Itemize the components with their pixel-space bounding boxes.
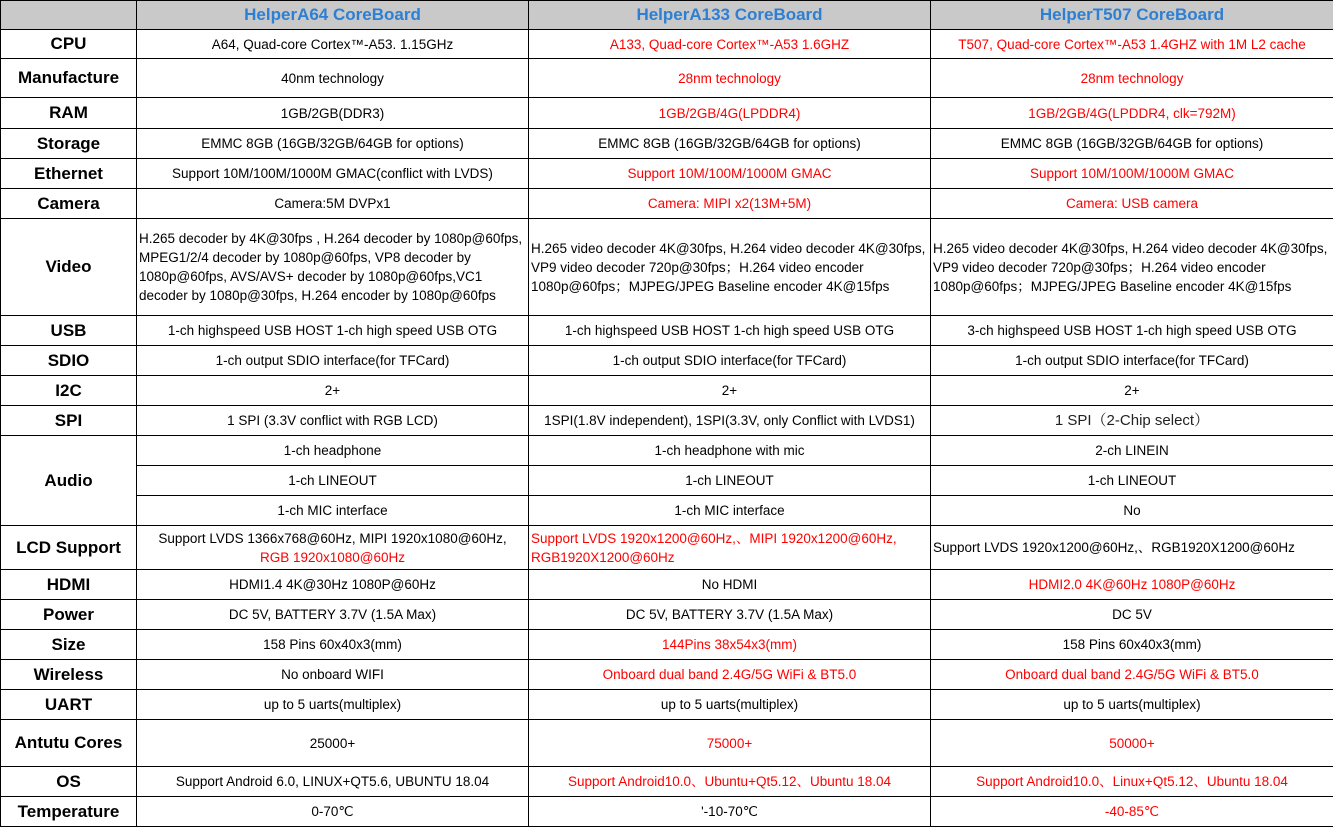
row-spi — [1, 406, 1333, 436]
row-label: Manufacture — [1, 59, 137, 98]
cell-a64: up to 5 uarts(multiplex) — [137, 690, 529, 720]
row-temperature — [1, 797, 1333, 827]
cell-a133: 75000+ — [529, 720, 931, 767]
cell-a133: 1-ch highspeed USB HOST 1-ch high speed USB OTG — [529, 316, 931, 346]
cell-t507: 1-ch output SDIO interface(for TFCard) — [931, 346, 1333, 376]
row-label: Ethernet — [1, 159, 137, 189]
cell-a64: No onboard WIFI — [137, 660, 529, 690]
cell-a64: 1-ch output SDIO interface(for TFCard) — [137, 346, 529, 376]
cell-a64: 1-ch highspeed USB HOST 1-ch high speed USB OTG — [137, 316, 529, 346]
cell-a133: 144Pins 38x54x3(mm) — [529, 630, 931, 660]
lcd-a64-main: Support LVDS 1366x768@60Hz, MIPI 1920x1080@60Hz, — [158, 530, 507, 546]
cell-a64: Camera:5M DVPx1 — [137, 189, 529, 219]
lcd-a64-rgb: RGB 1920x1080@60Hz — [259, 549, 406, 565]
cell-a133: DC 5V, BATTERY 3.7V (1.5A Max) — [529, 600, 931, 630]
cell-a133: 1-ch LINEOUT — [529, 466, 931, 496]
cell-t507: Support Android10.0、Linux+Qt5.12、Ubuntu 18.04 — [931, 767, 1333, 797]
cell-t507: up to 5 uarts(multiplex) — [931, 690, 1333, 720]
row-label: RAM — [1, 98, 137, 129]
row-uart — [1, 690, 1333, 720]
header-a64: HelperA64 CoreBoard — [137, 1, 529, 30]
cell-a64: H.265 decoder by 4K@30fps , H.264 decoder by 1080p@60fps, MPEG1/2/4 decoder by 1080p@60fps, VP8 decoder by 1080p@60fps, AVS/AVS+ decoder by 1080p@60fps,VC1 decoder by 1080p@30fps, H.264 encoder by 1080p@60fps — [137, 219, 529, 316]
cell-a64: Support Android 6.0, LINUX+QT5.6, UBUNTU 18.04 — [137, 767, 529, 797]
row-hdmi — [1, 570, 1333, 600]
cell-a133: '-10-70℃ — [529, 797, 931, 827]
cell-t507: No — [931, 496, 1333, 526]
cell-t507: 1GB/2GB/4G(LPDDR4, clk=792M) — [931, 98, 1333, 129]
cell-a64: 1GB/2GB(DDR3) — [137, 98, 529, 129]
header-a133: HelperA133 CoreBoard — [529, 1, 931, 30]
cell-a133: Camera: MIPI x2(13M+5M) — [529, 189, 931, 219]
cell-a64: 1-ch LINEOUT — [137, 466, 529, 496]
cell-a133: 1-ch headphone with mic — [529, 436, 931, 466]
cell-a64: 0-70℃ — [137, 797, 529, 827]
cell-a133: Onboard dual band 2.4G/5G WiFi & BT5.0 — [529, 660, 931, 690]
row-audio-1 — [1, 436, 1333, 466]
row-storage — [1, 129, 1333, 159]
row-size — [1, 630, 1333, 660]
cell-a133: H.265 video decoder 4K@30fps, H.264 video decoder 4K@30fps, VP9 video decoder 720p@30fps；H.264 video encoder 1080p@60fps；MJPEG/JPEG Baseline encoder 4K@15fps — [529, 219, 931, 316]
cell-t507: Camera: USB camera — [931, 189, 1333, 219]
row-label: Wireless — [1, 660, 137, 690]
header-t507: HelperT507 CoreBoard — [931, 1, 1333, 30]
row-manufacture — [1, 59, 1333, 98]
cell-a133: Support LVDS 1920x1200@60Hz,、MIPI 1920x1200@60Hz, RGB1920X1200@60Hz — [529, 526, 931, 570]
cell-a133: up to 5 uarts(multiplex) — [529, 690, 931, 720]
cell-a64: 40nm technology — [137, 59, 529, 98]
cell-t507: 1 SPI（2-Chip select） — [931, 406, 1333, 436]
cell-t507: HDMI2.0 4K@60Hz 1080P@60Hz — [931, 570, 1333, 600]
row-sdio — [1, 346, 1333, 376]
row-label: SDIO — [1, 346, 137, 376]
row-label: HDMI — [1, 570, 137, 600]
row-ram — [1, 98, 1333, 129]
header-corner — [1, 1, 137, 30]
cell-a133: Support 10M/100M/1000M GMAC — [529, 159, 931, 189]
cell-t507: -40-85℃ — [931, 797, 1333, 827]
row-label: Video — [1, 219, 137, 316]
cell-a64: 1 SPI (3.3V conflict with RGB LCD) — [137, 406, 529, 436]
cell-t507: 158 Pins 60x40x3(mm) — [931, 630, 1333, 660]
row-label: Antutu Cores — [1, 720, 137, 767]
cell-t507: 1-ch LINEOUT — [931, 466, 1333, 496]
row-audio-2 — [1, 466, 1333, 496]
cell-a64: 2+ — [137, 376, 529, 406]
cell-a64 — [137, 526, 529, 570]
cell-t507: 28nm technology — [931, 59, 1333, 98]
row-label: OS — [1, 767, 137, 797]
cell-t507: H.265 video decoder 4K@30fps, H.264 video decoder 4K@30fps, VP9 video decoder 720p@30fps；H.264 video encoder 1080p@60fps；MJPEG/JPEG Baseline encoder 4K@15fps — [931, 219, 1333, 316]
row-label: SPI — [1, 406, 137, 436]
cell-t507: DC 5V — [931, 600, 1333, 630]
cell-t507: EMMC 8GB (16GB/32GB/64GB for options) — [931, 129, 1333, 159]
cell-a64: 1-ch headphone — [137, 436, 529, 466]
row-label: LCD Support — [1, 526, 137, 570]
cell-a64: HDMI1.4 4K@30Hz 1080P@60Hz — [137, 570, 529, 600]
row-label: Temperature — [1, 797, 137, 827]
row-usb — [1, 316, 1333, 346]
row-antutu — [1, 720, 1333, 767]
row-camera — [1, 189, 1333, 219]
cell-a133: A133, Quad-core Cortex™-A53 1.6GHZ — [529, 30, 931, 59]
cell-a64: 25000+ — [137, 720, 529, 767]
row-label: I2C — [1, 376, 137, 406]
row-label: Camera — [1, 189, 137, 219]
cell-a64: EMMC 8GB (16GB/32GB/64GB for options) — [137, 129, 529, 159]
cell-a133: Support Android10.0、Ubuntu+Qt5.12、Ubuntu 18.04 — [529, 767, 931, 797]
cell-a64: A64, Quad-core Cortex™-A53. 1.15GHz — [137, 30, 529, 59]
row-label: Audio — [1, 436, 137, 526]
header-row — [1, 1, 1333, 30]
cell-t507: 2-ch LINEIN — [931, 436, 1333, 466]
cell-t507: 2+ — [931, 376, 1333, 406]
row-label: Size — [1, 630, 137, 660]
row-label: Power — [1, 600, 137, 630]
row-label: USB — [1, 316, 137, 346]
cell-t507: Onboard dual band 2.4G/5G WiFi & BT5.0 — [931, 660, 1333, 690]
cell-t507: 3-ch highspeed USB HOST 1-ch high speed USB OTG — [931, 316, 1333, 346]
cell-a133: EMMC 8GB (16GB/32GB/64GB for options) — [529, 129, 931, 159]
row-lcd — [1, 526, 1333, 570]
row-label: CPU — [1, 30, 137, 59]
row-os — [1, 767, 1333, 797]
cell-t507: Support LVDS 1920x1200@60Hz,、RGB1920X1200@60Hz — [931, 526, 1333, 570]
cell-a133: 1-ch output SDIO interface(for TFCard) — [529, 346, 931, 376]
row-i2c — [1, 376, 1333, 406]
row-video — [1, 219, 1333, 316]
row-label: UART — [1, 690, 137, 720]
row-wireless — [1, 660, 1333, 690]
row-power — [1, 600, 1333, 630]
cell-t507: Support 10M/100M/1000M GMAC — [931, 159, 1333, 189]
cell-t507: 50000+ — [931, 720, 1333, 767]
cell-a133: 2+ — [529, 376, 931, 406]
cell-a64: DC 5V, BATTERY 3.7V (1.5A Max) — [137, 600, 529, 630]
cell-a64: 1-ch MIC interface — [137, 496, 529, 526]
cell-t507: T507, Quad-core Cortex™-A53 1.4GHZ with 1M L2 cache — [931, 30, 1333, 59]
cell-a133: 1GB/2GB/4G(LPDDR4) — [529, 98, 931, 129]
cell-a133: No HDMI — [529, 570, 931, 600]
cell-a133: 28nm technology — [529, 59, 931, 98]
row-cpu — [1, 30, 1333, 59]
row-label: Storage — [1, 129, 137, 159]
cell-a64: Support 10M/100M/1000M GMAC(conflict with LVDS) — [137, 159, 529, 189]
cell-a133: 1SPI(1.8V independent), 1SPI(3.3V, only Conflict with LVDS1) — [529, 406, 931, 436]
row-audio-3 — [1, 496, 1333, 526]
cell-a64: 158 Pins 60x40x3(mm) — [137, 630, 529, 660]
cell-a133: 1-ch MIC interface — [529, 496, 931, 526]
row-ethernet — [1, 159, 1333, 189]
